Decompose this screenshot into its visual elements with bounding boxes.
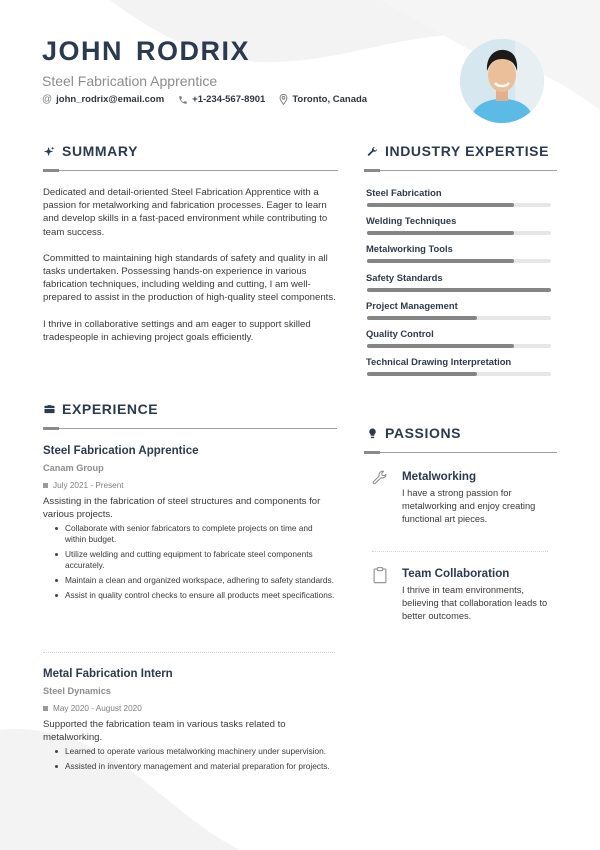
summary-heading-rule [43, 170, 338, 171]
profile-photo [460, 39, 544, 123]
passion-description: I have a strong passion for metalworking and enjoy creating functional art pieces. [402, 488, 536, 524]
contact-phone[interactable] [178, 94, 265, 105]
briefcase-icon [43, 403, 55, 415]
location-pin-icon [279, 94, 288, 105]
passion-item [372, 567, 552, 623]
candidate-name: JOHN RODRIX [42, 36, 251, 66]
skill-label: Quality Control [366, 327, 434, 339]
phone-icon [178, 95, 188, 105]
contact-location [279, 94, 367, 105]
skill-bar-track [367, 231, 551, 235]
contact-phone-text: +1-234-567-8901 [192, 94, 266, 105]
skill-bar-fill [367, 203, 514, 207]
job-bullet: Learned to operate various metalworking machinery under supervision. [65, 746, 335, 757]
skill-bar-fill [367, 316, 477, 320]
skill-item [366, 300, 554, 328]
job-bullets [43, 523, 335, 601]
summary-paragraph: Dedicated and detail-oriented Steel Fabrication Apprentice with a passion for metalworking and fabrication processes. Eager to learn and develop skills in a fast-paced environment while contributing to team success. [43, 187, 328, 238]
at-icon: @ [42, 94, 53, 105]
job-bullet: Assisted in inventory management and material preparation for projects. [65, 761, 335, 772]
skill-label: Metalworking Tools [366, 243, 453, 255]
skill-item [366, 215, 554, 243]
skill-item [366, 356, 554, 384]
skill-label: Technical Drawing Interpretation [366, 356, 512, 368]
skills-list [366, 187, 554, 384]
passions-heading [366, 425, 461, 441]
job-entry [43, 445, 335, 605]
job-description: Supported the fabrication team in various tasks related to metalworking. [43, 719, 286, 743]
expertise-heading-text: INDUSTRY EXPERTISE [385, 143, 550, 159]
summary-heading-text: SUMMARY [62, 143, 139, 159]
experience-heading [43, 401, 158, 417]
contact-email[interactable] [42, 94, 164, 105]
passion-description: I thrive in team environments, believing that collaboration leads to better outcomes. [402, 585, 548, 621]
skill-bar-track [367, 259, 551, 263]
skill-item [366, 243, 554, 271]
experience-heading-rule [43, 428, 337, 429]
wrench-icon [366, 145, 378, 157]
skill-bar-track [367, 372, 551, 376]
skill-label: Safety Standards [366, 271, 443, 283]
sparkle-icon [43, 145, 55, 157]
skill-label: Project Management [366, 299, 458, 311]
job-entry [43, 668, 335, 776]
expertise-heading-rule [364, 170, 557, 171]
skill-item [366, 272, 554, 300]
job-dates [43, 481, 335, 490]
passion-item [372, 470, 552, 526]
job-bullet: Maintain a clean and organized workspace, adhering to safety standards. [65, 574, 334, 585]
contact-location-text: Toronto, Canada [292, 94, 368, 105]
passion-title: Metalworking [402, 470, 477, 483]
contact-bar [42, 94, 367, 105]
skill-bar-fill [367, 288, 551, 292]
job-bullet: Utilize welding and cutting equipment to fabricate steel components accurately. [65, 549, 335, 571]
summary-body [43, 186, 338, 357]
job-bullet: Assist in quality control checks to ensure all products meet specifications. [65, 589, 335, 600]
calendar-icon [43, 706, 48, 711]
passions-heading-rule [364, 452, 557, 453]
passion-title: Team Collaboration [402, 567, 510, 580]
job-dates-text: July 2021 - Present [53, 481, 124, 490]
candidate-title: Steel Fabrication Apprentice [42, 73, 218, 89]
skill-bar-track [367, 288, 551, 292]
skill-bar-fill [367, 231, 514, 235]
skill-label: Steel Fabrication [366, 187, 442, 198]
skill-bar-fill [367, 372, 477, 376]
job-bullet: Collaborate with senior fabricators to complete projects on time and within budget. [65, 523, 335, 545]
skill-bar-track [367, 344, 551, 348]
skill-label: Welding Techniques [366, 215, 457, 227]
skill-bar-track [367, 316, 551, 320]
calendar-icon [43, 483, 48, 488]
job-description: Assisting in the fabrication of steel structures and components for various projects. [43, 496, 321, 520]
skill-item [366, 328, 554, 356]
job-dates [43, 704, 335, 713]
summary-paragraph: I thrive in collaborative settings and am eager to support skilled tradespeople in achieving project goals efficiently. [43, 318, 311, 343]
job-title: Steel Fabrication Apprentice [43, 445, 199, 457]
job-bullets [43, 746, 335, 772]
job-title: Metal Fabrication Intern [43, 668, 173, 680]
job-divider [43, 652, 335, 653]
skill-item [366, 187, 554, 215]
skill-bar-fill [367, 259, 514, 263]
passion-divider [372, 551, 548, 552]
job-company: Canam Group [43, 463, 104, 473]
experience-heading-text: EXPERIENCE [62, 401, 159, 417]
skill-bar-fill [367, 344, 514, 348]
clipboard-icon [372, 567, 388, 583]
expertise-heading [366, 143, 549, 159]
lightbulb-icon [366, 427, 378, 439]
summary-heading [43, 143, 138, 159]
job-dates-text: May 2020 - August 2020 [53, 704, 142, 713]
passions-heading-text: PASSIONS [385, 425, 462, 441]
contact-email-text: john_rodrix@email.com [56, 94, 165, 105]
wrench-outline-icon [372, 470, 388, 486]
summary-paragraph: Committed to maintaining high standards of safety and quality in all tasks undertaken. Possessing hands-on experience in various fabrication techniques, including welding and cutting, I am well-prepared to assist in the production of high-quality steel components. [43, 252, 336, 304]
job-company: Steel Dynamics [43, 686, 111, 696]
skill-bar-track [367, 203, 551, 207]
